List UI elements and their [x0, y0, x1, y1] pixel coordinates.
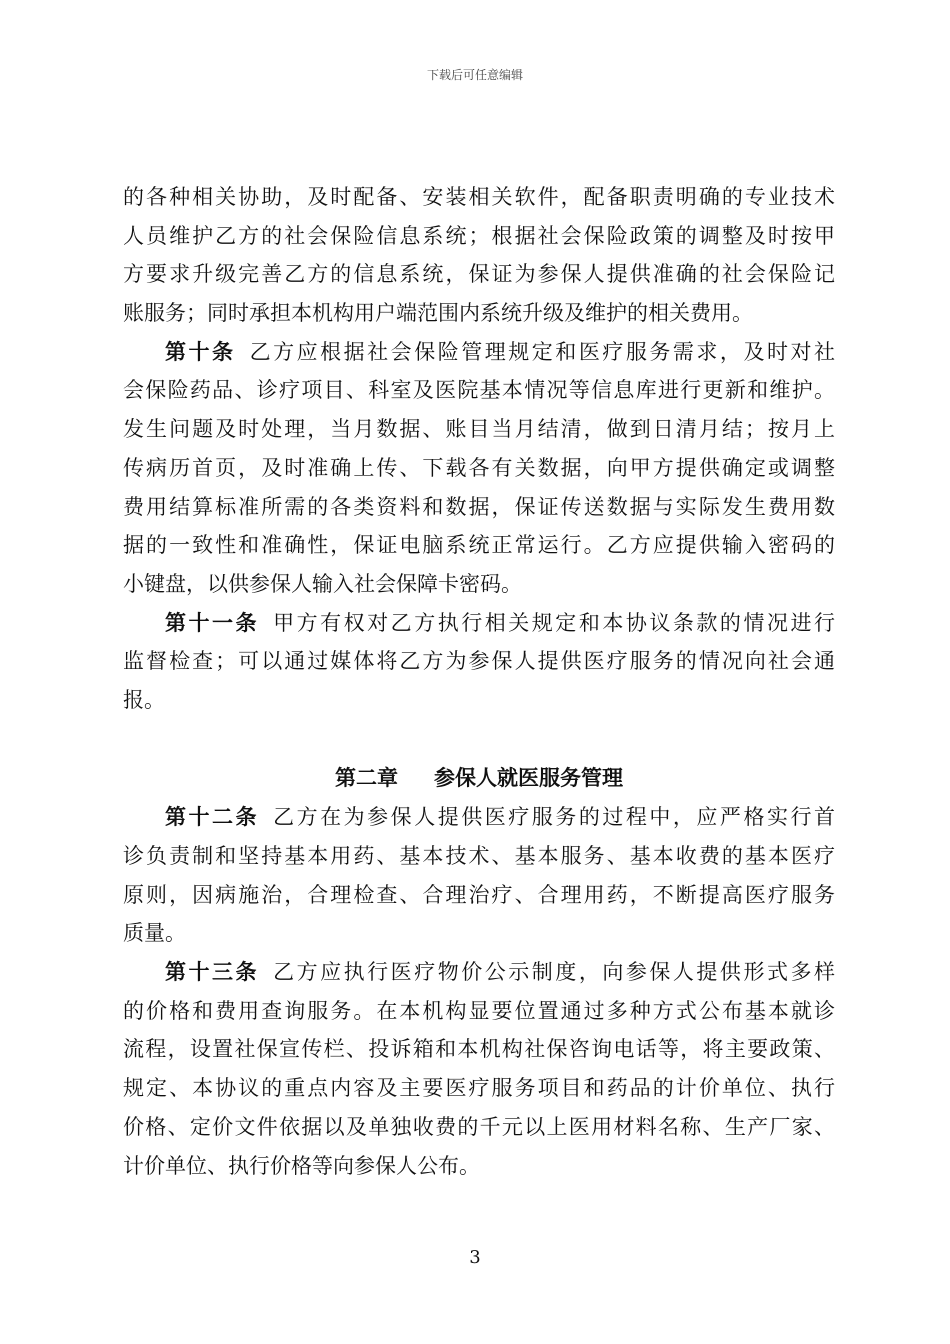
paragraph-line: 据的一致性和准确性，保证电脑系统正常运行。乙方应提供输入密码的 — [123, 533, 835, 558]
paragraph-line: 会保险药品、诊疗项目、科室及医院基本情况等信息库进行更新和维护。 — [123, 378, 835, 403]
paragraph-line: 费用结算标准所需的各类资料和数据，保证传送数据与实际发生费用数 — [123, 494, 835, 519]
paragraph-line: 计价单位、执行价格等向参保人公布。 — [123, 1153, 480, 1178]
article-11-label: 第十一条 — [165, 609, 260, 635]
chapter-number: 第二章 — [335, 765, 398, 791]
chapter-title: 参保人就医服务管理 — [434, 765, 623, 791]
page-number: 3 — [469, 1247, 481, 1268]
paragraph-line: 的各种相关协助，及时配备、安装相关软件，配备职责明确的专业技术 — [123, 185, 835, 209]
article-12-label: 第十二条 — [165, 804, 260, 830]
page-header: 下载后可任意编辑 — [426, 68, 523, 82]
paragraph-line: 账服务；同时承担本机构用户端范围内系统升级及维护的相关费用。 — [123, 301, 753, 326]
spacer — [123, 720, 835, 759]
article-10-first-line — [123, 333, 835, 372]
article-13-label: 第十三条 — [165, 959, 260, 985]
article-11-first-line — [123, 604, 835, 643]
paragraph-line: 的价格和费用查询服务。在本机构显要位置通过多种方式公布基本就诊 — [123, 998, 835, 1023]
article-10-label: 第十条 — [165, 338, 236, 364]
paragraph-line: 发生问题及时处理，当月数据、账目当月结清，做到日清月结；按月上 — [123, 417, 835, 442]
paragraph-line: 价格、定价文件依据以及单独收费的千元以上医用材料名称、生产厂家、 — [123, 1114, 835, 1139]
article-13-first-line — [123, 953, 835, 992]
article-11-text: 甲方有权对乙方执行相关规定和本协议条款的情况进行 — [273, 610, 835, 635]
paragraph-line: 传病历首页，及时准确上传、下载各有关数据，向甲方提供确定或调整 — [123, 455, 835, 480]
paragraph-line: 规定、本协议的重点内容及主要医疗服务项目和药品的计价单位、执行 — [123, 1076, 835, 1101]
paragraph-line: 报。 — [123, 687, 165, 712]
paragraph-line: 方要求升级完善乙方的信息系统，保证为参保人提供准确的社会保险记 — [123, 262, 835, 287]
article-12-text: 乙方在为参保人提供医疗服务的过程中，应严格实行首 — [273, 805, 835, 830]
paragraph-line: 小键盘，以供参保人输入社会保障卡密码。 — [123, 571, 522, 596]
document-body — [123, 178, 835, 1185]
chapter-heading — [123, 758, 835, 798]
paragraph-line: 原则，因病施治，合理检查、合理治疗、合理用药，不断提高医疗服务 — [123, 882, 835, 907]
article-10-text: 乙方应根据社会保险管理规定和医疗服务需求，及时对社 — [249, 339, 835, 364]
article-13-text: 乙方应执行医疗物价公示制度，向参保人提供形式多样 — [273, 960, 835, 985]
paragraph-line: 诊负责制和坚持基本用药、基本技术、基本服务、基本收费的基本医疗 — [123, 844, 835, 868]
paragraph-line: 人员维护乙方的社会保险信息系统；根据社会保险政策的调整及时按甲 — [123, 223, 835, 248]
article-12-first-line — [123, 798, 835, 837]
paragraph-line: 质量。 — [123, 921, 186, 946]
paragraph-line: 监督检查；可以通过媒体将乙方为参保人提供医疗服务的情况向社会通 — [123, 649, 835, 674]
paragraph-line: 流程，设置社保宣传栏、投诉箱和本机构社保咨询电话等，将主要政策、 — [123, 1037, 835, 1062]
